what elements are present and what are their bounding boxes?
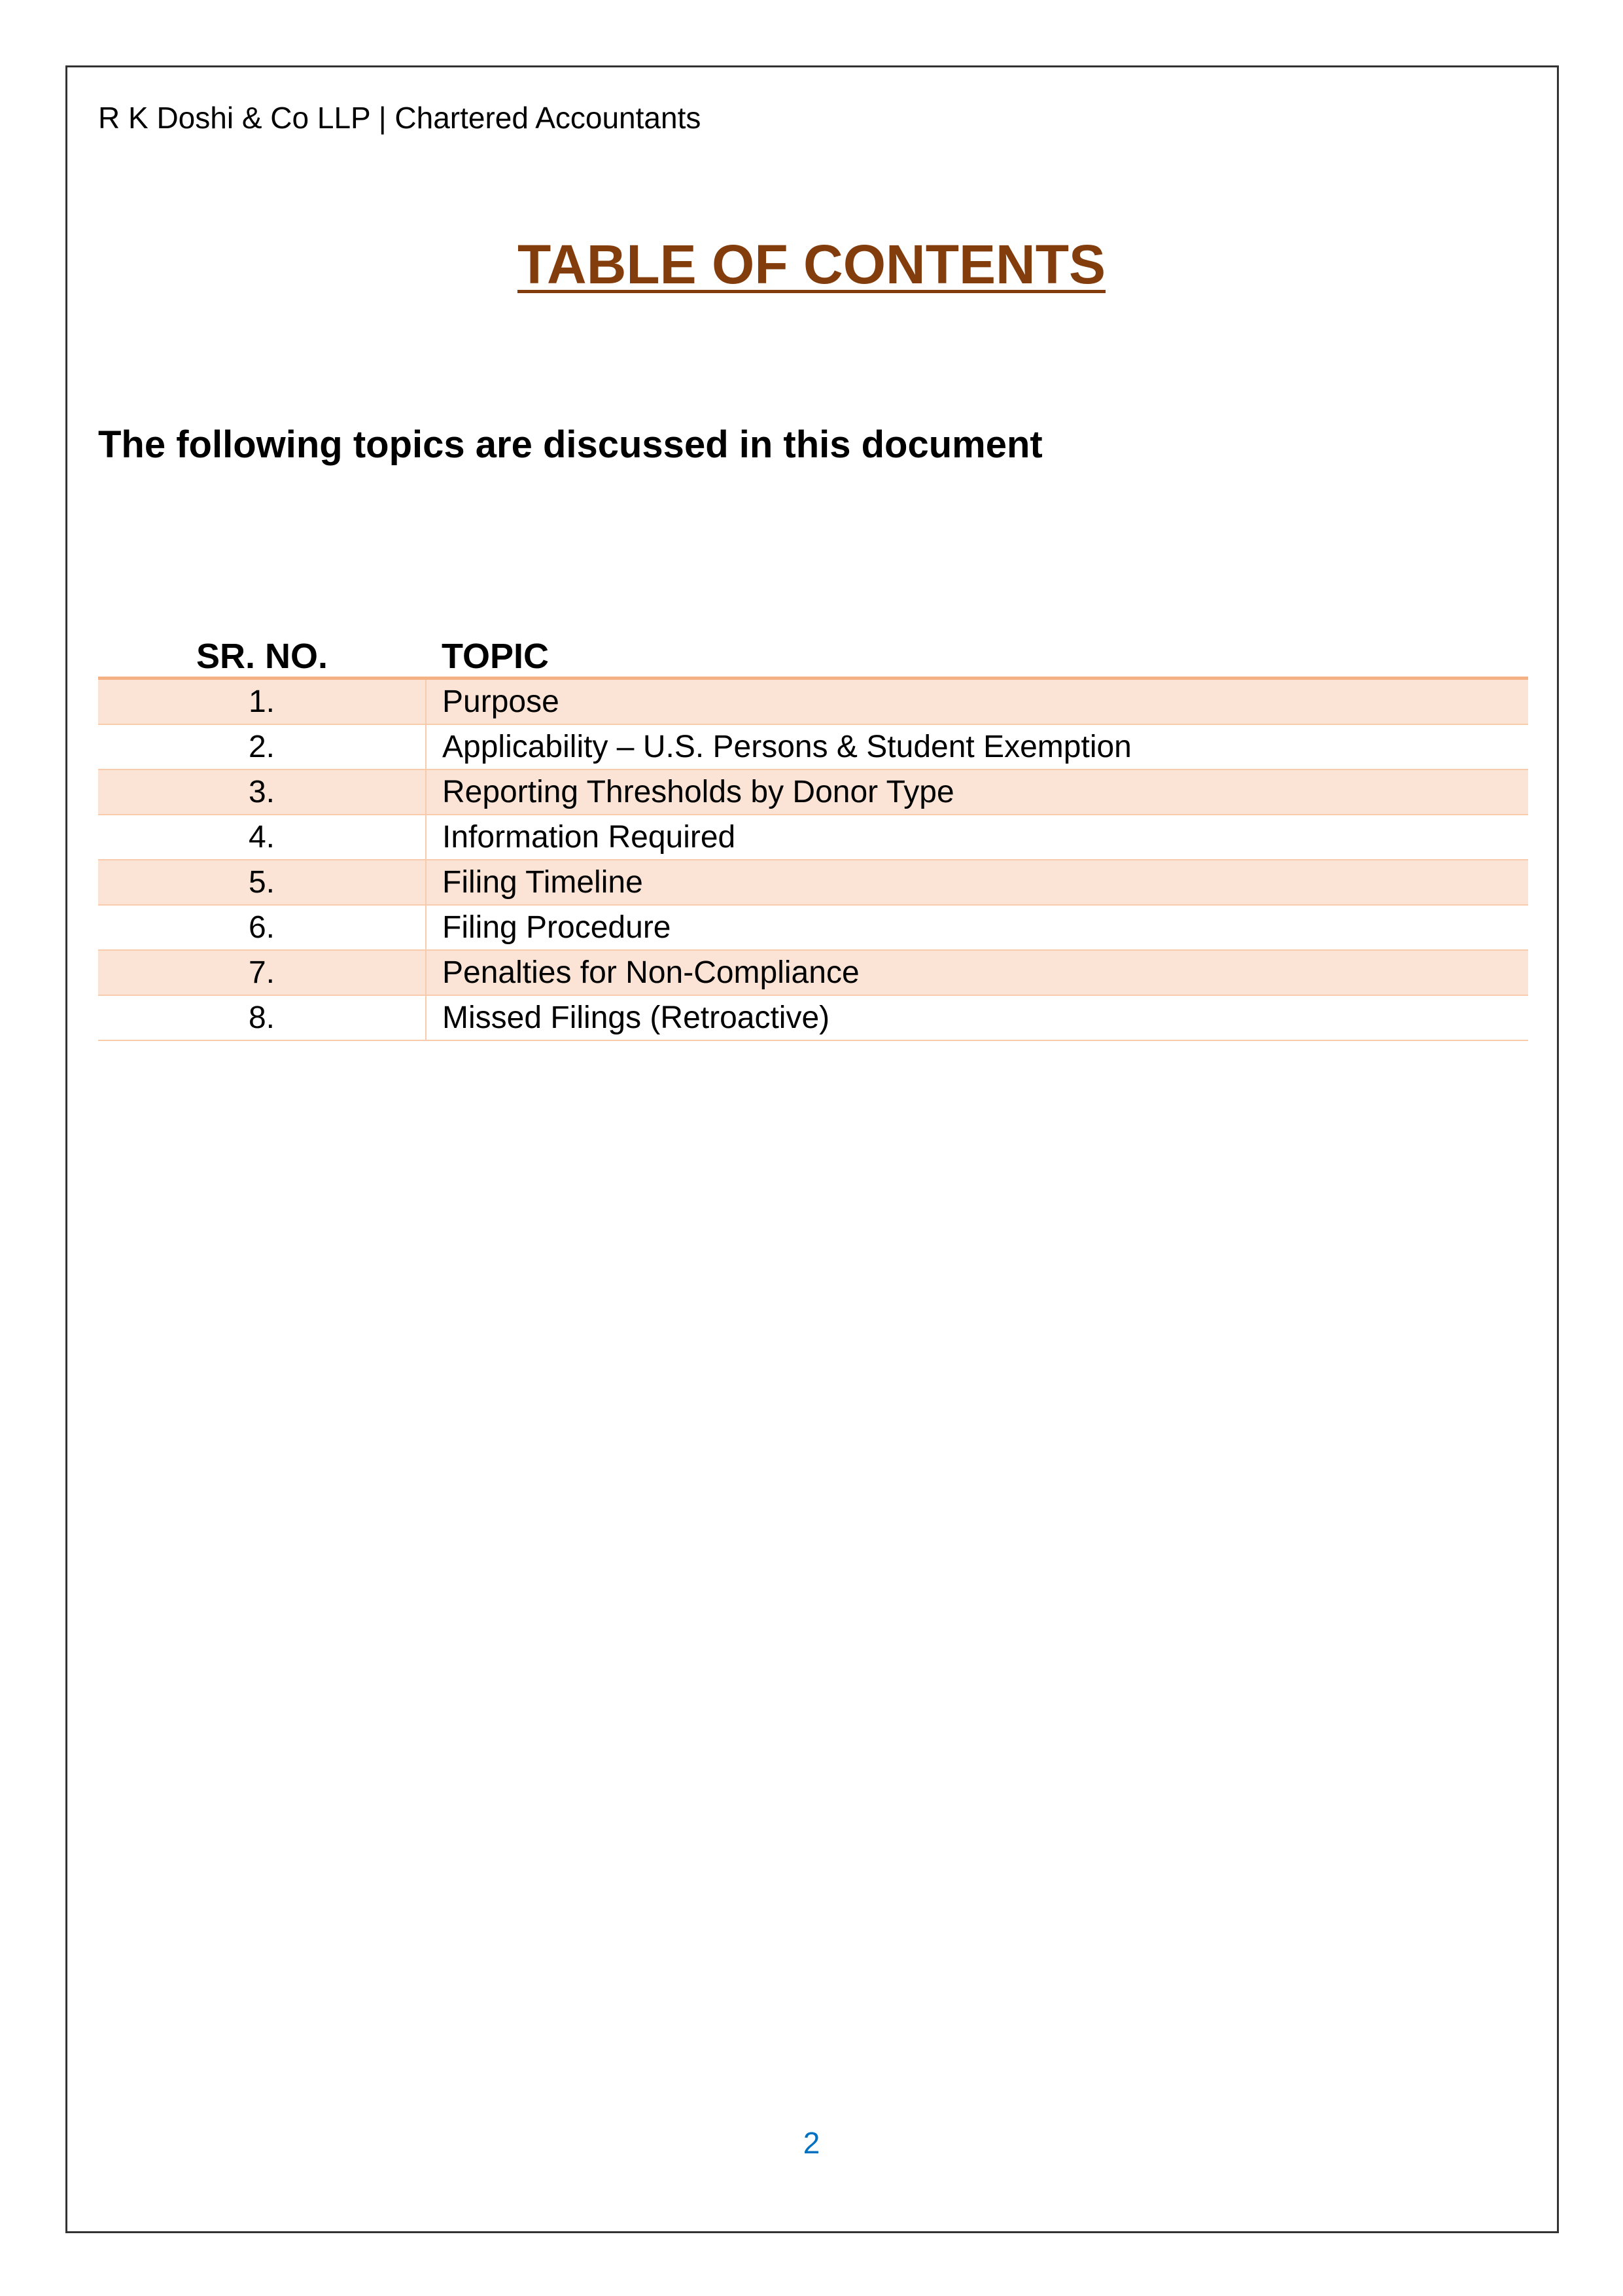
row-number: 8.: [98, 995, 426, 1040]
row-topic: Filing Timeline: [426, 860, 1528, 905]
row-topic: Missed Filings (Retroactive): [426, 995, 1528, 1040]
row-number: 6.: [98, 905, 426, 950]
row-number: 5.: [98, 860, 426, 905]
table-row: [98, 905, 1528, 950]
intro-text: The following topics are discussed in this document: [98, 423, 1043, 466]
page-title: TABLE OF CONTENTS: [517, 234, 1106, 295]
row-number: 2.: [98, 724, 426, 769]
row-topic: Purpose: [426, 679, 1528, 725]
table-row: [98, 769, 1528, 815]
toc-body: [98, 679, 1528, 1041]
page-number: 2: [803, 2126, 820, 2160]
table-row: [98, 815, 1528, 860]
table-row: [98, 724, 1528, 769]
table-row: [98, 950, 1528, 995]
table-row: [98, 995, 1528, 1040]
column-header-topic: TOPIC: [426, 628, 1528, 679]
row-topic: Reporting Thresholds by Donor Type: [426, 769, 1528, 815]
firm-header: R K Doshi & Co LLP | Chartered Accountants: [98, 101, 701, 135]
row-topic: Penalties for Non-Compliance: [426, 950, 1528, 995]
page-border: [65, 65, 1559, 2233]
row-topic: Filing Procedure: [426, 905, 1528, 950]
row-number: 7.: [98, 950, 426, 995]
toc-table: [98, 628, 1528, 1041]
row-number: 3.: [98, 769, 426, 815]
row-topic: Applicability – U.S. Persons & Student Exemption: [426, 724, 1528, 769]
toc-header-row: [98, 628, 1528, 679]
table-row: [98, 679, 1528, 725]
row-number: 1.: [98, 679, 426, 725]
column-header-sr-no: SR. NO.: [98, 628, 426, 679]
row-number: 4.: [98, 815, 426, 860]
row-topic: Information Required: [426, 815, 1528, 860]
table-row: [98, 860, 1528, 905]
